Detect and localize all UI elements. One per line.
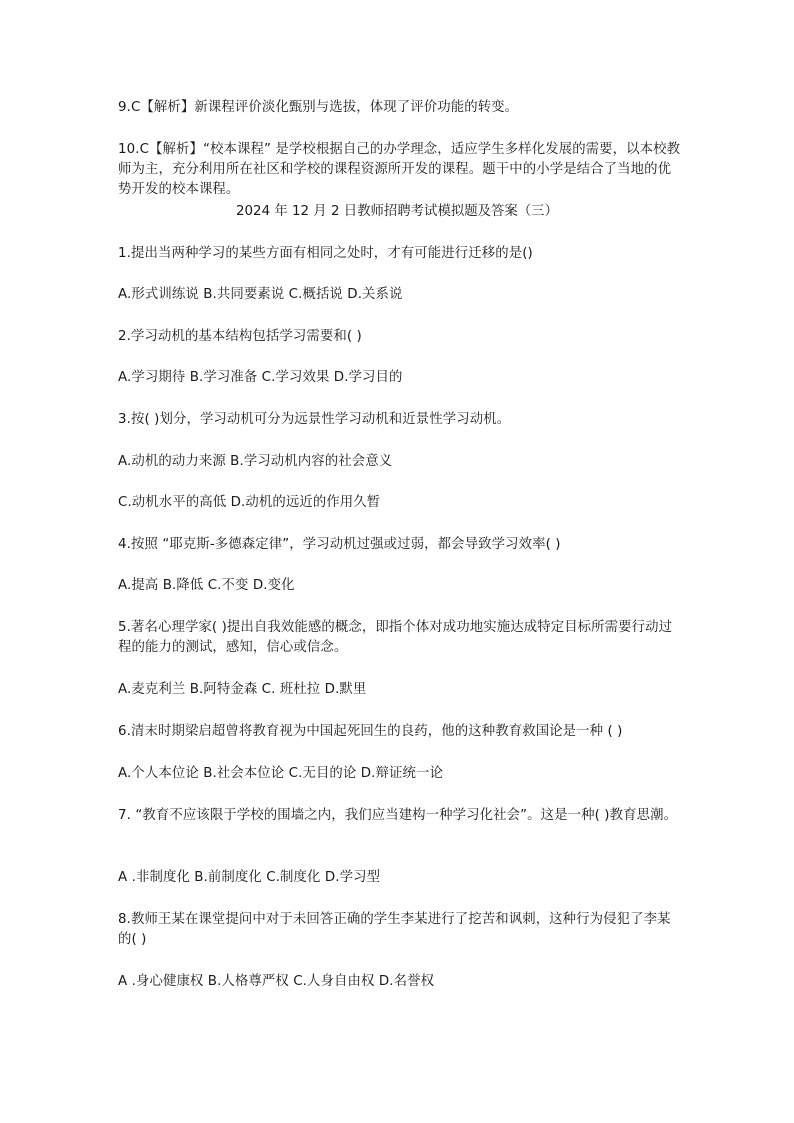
question-3-options-cont: C.动机水平的高低 D.动机的远近的作用久暂 — [118, 495, 381, 510]
question-1-stem: 1.提出当两种学习的某些方面有相同之处时，才有可能进行迁移的是() — [118, 246, 533, 261]
question-2-options: A.学习期待 B.学习准备 C.学习效果 D.学习目的 — [118, 370, 403, 385]
answer-9: 9.C【解析】新课程评价淡化甄别与选拔，体现了评价功能的转变。 — [118, 100, 519, 115]
question-8-options: A .身心健康权 B.人格尊严权 C.人身自由权 D.名誉权 — [118, 974, 435, 989]
section-title: 2024 年 12 月 2 日教师招聘考试模拟题及答案（三） — [236, 204, 558, 219]
answer-10: 10.C【解析】“校本课程” 是学校根据自己的办学理念，适应学生多样化发展的需要，以本校教师为主，充分利用所在社区和学校的课程资源所开发的课程。题干中的小学是结合了当地的优势开发的校本课程。 — [118, 142, 681, 197]
question-5-stem: 5.著名心理学家( )提出自我效能感的概念，即指个体对成功地实施达成特定目标所需要行动过程的能力的测试，感知，信心或信念。 — [118, 620, 673, 655]
question-7-options: A .非制度化 B.前制度化 C.制度化 D.学习型 — [118, 870, 381, 885]
question-1-options: A.形式训练说 B.共同要素说 C.概括说 D.关系说 — [118, 287, 403, 302]
question-8-stem: 8.教师王某在课堂提问中对于未回答正确的学生李某进行了挖苦和讽刺，这种行为侵犯了李某的( ) — [118, 912, 671, 947]
question-6-options: A.个人本位论 B.社会本位论 C.无目的论 D.辩证统一论 — [118, 766, 443, 781]
question-4-options: A.提高 B.降低 C.不变 D.变化 — [118, 578, 295, 593]
question-6-stem: 6.清末时期梁启超曾将教育视为中国起死回生的良药，他的这种教育救国论是一种 ( ) — [118, 724, 623, 739]
question-3-stem: 3.按( )划分，学习动机可分为远景性学习动机和近景性学习动机。 — [118, 412, 511, 427]
question-5-options: A.麦克利兰 B.阿特金森 C. 班杜拉 D.默里 — [118, 682, 367, 697]
question-2-stem: 2.学习动机的基本结构包括学习需要和( ) — [118, 329, 362, 344]
question-3-options: A.动机的动力来源 B.学习动机内容的社会意义 — [118, 454, 393, 469]
question-7-stem: 7. “教育不应该限于学校的围墙之内，我们应当建构一种学习化社会”。这是一种( )教育思潮。 — [118, 808, 678, 823]
question-4-stem: 4.按照 “耶克斯-多德森定律”，学习动机过强或过弱，都会导致学习效率( ) — [118, 537, 561, 552]
